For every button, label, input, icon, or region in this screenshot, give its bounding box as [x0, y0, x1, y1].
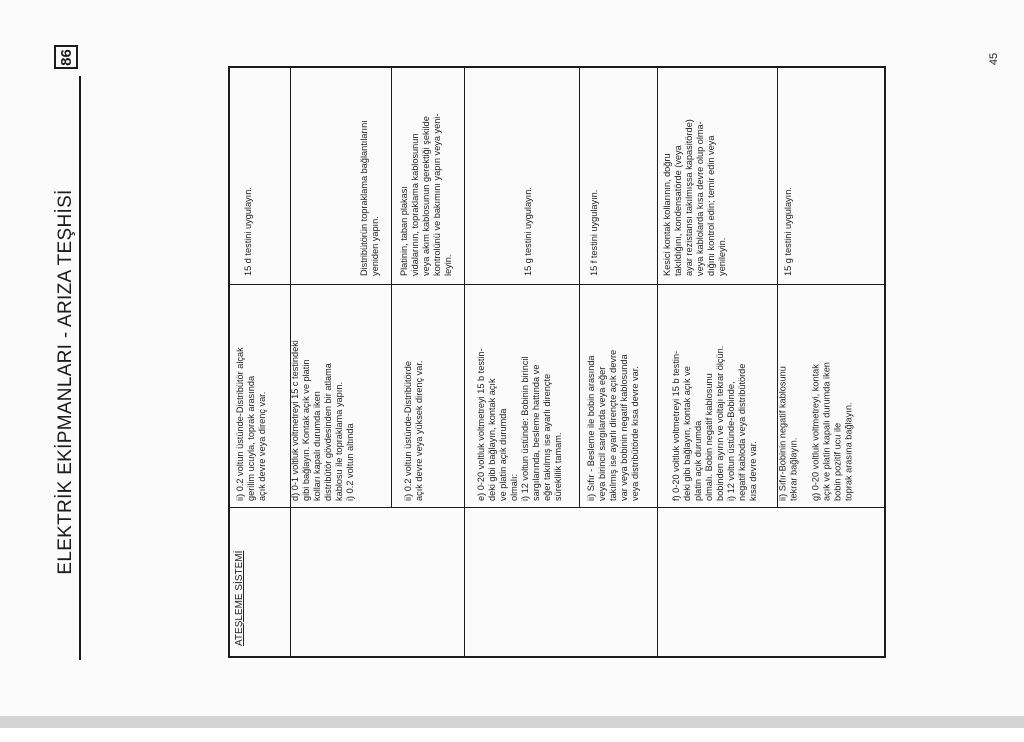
row-separator — [579, 68, 580, 508]
remedy-text: Distribütörün topraklama bağlantılarını yeniden yapın. — [359, 120, 380, 276]
remedy-text: Platinin, taban plakası vidalarının, topraklama kablosunun veya akım kablosunun gerektiği şekilde kontrolünü ve bakımını yapın veya yeni- leyin. — [399, 113, 453, 276]
column-divider-section — [230, 507, 884, 508]
column-divider-remedy — [230, 284, 884, 285]
section-title: ATEŞLEME SİSTEMİ — [234, 550, 245, 646]
remedy-text: Kesici kontak kollarının, doğru takıldığını, kondensatörde (veya ayar rezistansı takılmışsa kapasitörde) veya kablolarda kısa devre olup olma- dığını kontrol edin; temir edin veya yenileyin. — [662, 119, 727, 276]
chapter-number: 86 — [57, 48, 75, 66]
remedy-text: 15 d testini uygulayın. — [243, 187, 253, 276]
check-text: f) 0-20 voltluk voltmetreyi 15 b testin- deki gibi bağlayın, kontak açık ve platin açık durumda olmalı. Bobin negatif kablosunu bobinden ayırın ve voltajı tekrar ölçün. i) 12 voltun üstünde-Bobinde, negatif kabloda veya distribütörde kısa devre var. — [671, 345, 758, 501]
page-number: 45 — [988, 52, 1000, 66]
check-text: ii) 0.2 voltun üstünde-Distribütörde açık devre veya yüksek direnç var. — [403, 360, 424, 501]
row-separator — [391, 68, 392, 508]
row-separator — [657, 68, 658, 656]
check-text: ii) 0.2 voltun üstünde-Distribütör alçak gerilim ucuyla, toprak arasında açık devre veya direnç var. — [235, 347, 267, 501]
scan-edge — [0, 716, 1024, 728]
row-separator — [464, 68, 465, 656]
chapter-number-box — [54, 45, 78, 69]
remedy-text: 15 f testini uygulayın. — [589, 189, 599, 276]
page-title: ELEKTRİK EKİPMANLARI - ARIZA TEŞHİSİ — [55, 189, 76, 575]
check-text: ii) Sıfır - Besleme ile bobin arasında veya birincil sargılarda veya eğer takılmış ise ayarlı dirençte açık devre var veya bobinin negatif kablosunda veya distribütörde kısa devre var. — [586, 349, 640, 501]
header-rule — [79, 76, 81, 660]
check-text: ii) Sıfır-Bobinin negatif kablosunu tekrar bağlayın. g) 0-20 voltluk voltmetreyi, kontak açık ve platin kapalı durumda iken bobin pozitif ucu ile toprak arasına bağlayın. — [777, 362, 854, 501]
check-text: d) 0-1 voltluk voltmetreyi 15 c testindeki gibi bağlayın. Kontak açık ve platin kolları kapalı durumda iken distribütör gövdesinden bir atlama kablosu ile topraklama yapın. i) 0.2 voltun altında — [290, 340, 355, 501]
remedy-text: 15 g testini uygulayın. — [523, 187, 533, 276]
remedy-text: 15 g testini uygulayın. — [783, 187, 793, 276]
check-text: e) 0-20 voltluk voltmetreyi 15 b testin- deki gibi bağlayın, kontak açık ve platin açık durumda olmalı: i) 12 voltun üstünde: Bobinin birincil sargılarında, besleme hattında ve eğer takılmış ise ayarlı dirençte süreklilik tamam. — [476, 348, 563, 501]
